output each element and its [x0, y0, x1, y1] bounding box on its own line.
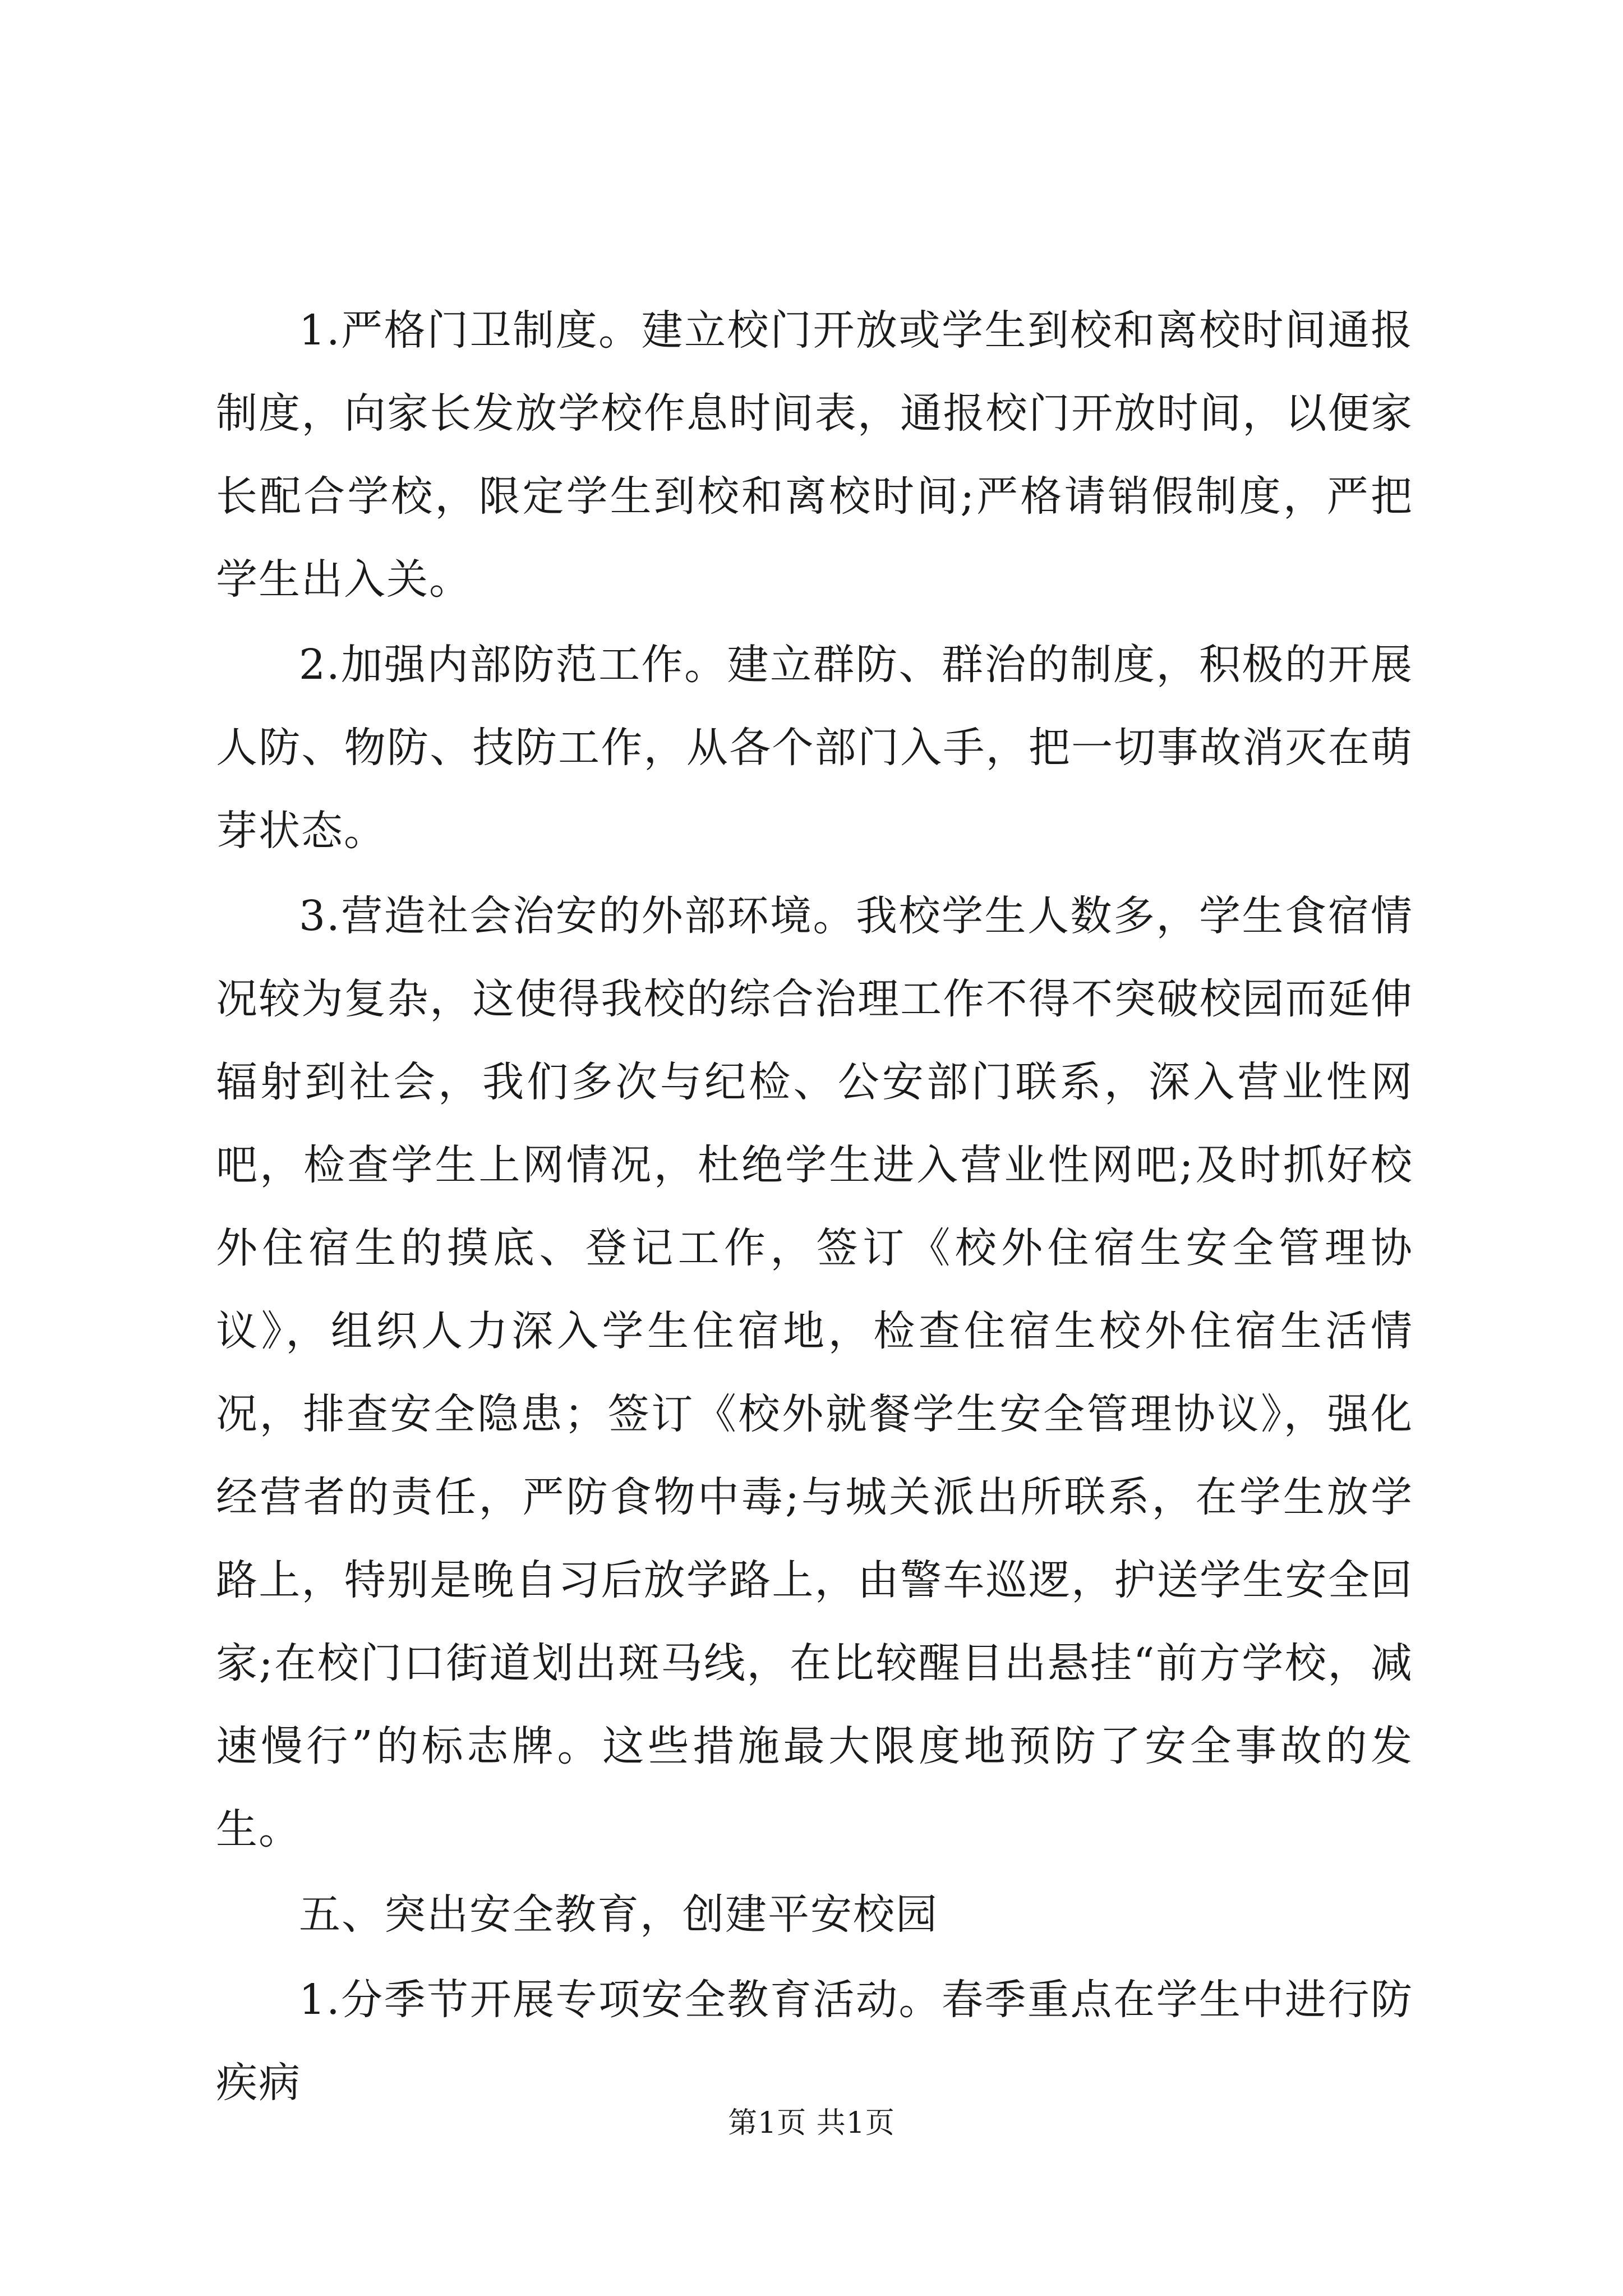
document-body: [216, 289, 1413, 2124]
paragraph-internal-prevention: 2.加强内部防范工作。建立群防、群治的制度，积极的开展人防、物防、技防工作，从各个部门入手，把一切事故消灭在萌芽状态。: [216, 641, 1413, 855]
page-footer: 第1页 共1页: [728, 2106, 895, 2140]
section-heading-safety-education: 五、突出安全教育，创建平安校园: [299, 1890, 938, 1939]
paragraph-gate-system: 1.严格门卫制度。建立校门开放或学生到校和离校时间通报制度，向家长发放学校作息时间表，通报校门开放时间，以便家长配合学校，限定学生到校和离校时间;严格请销假制度，严把学生出入关。: [216, 306, 1413, 604]
paragraph-seasonal-education: 1.分季节开展专项安全教育活动。春季重点在学生中进行防疾病: [216, 1976, 1413, 2107]
paragraph-external-environment: 3.营造社会治安的外部环境。我校学生人数多，学生食宿情况较为复杂，这使得我校的综合治理工作不得不突破校园而延伸辐射到社会，我们多次与纪检、公安部门联系，深入营业性网吧，检查学生上网情况，杜绝学生进入营业性网吧;及时抓好校外住宿生的摸底、登记工作，签订《校外住宿生安全管理协议》，组织人力深入学生住宿地，检查住宿生校外住宿生活情况，排查安全隐患；签订《校外就餐学生安全管理协议》，强化经营者的责任，严防食物中毒;与城关派出所联系，在学生放学路上，特别是晚自习后放学路上，由警车巡逻，护送学生安全回家;在校门口街道划出斑马线，在比较醒目出悬挂“前方学校，减速慢行”的标志牌。这些措施最大限度地预防了安全事故的发生。: [216, 892, 1413, 1853]
